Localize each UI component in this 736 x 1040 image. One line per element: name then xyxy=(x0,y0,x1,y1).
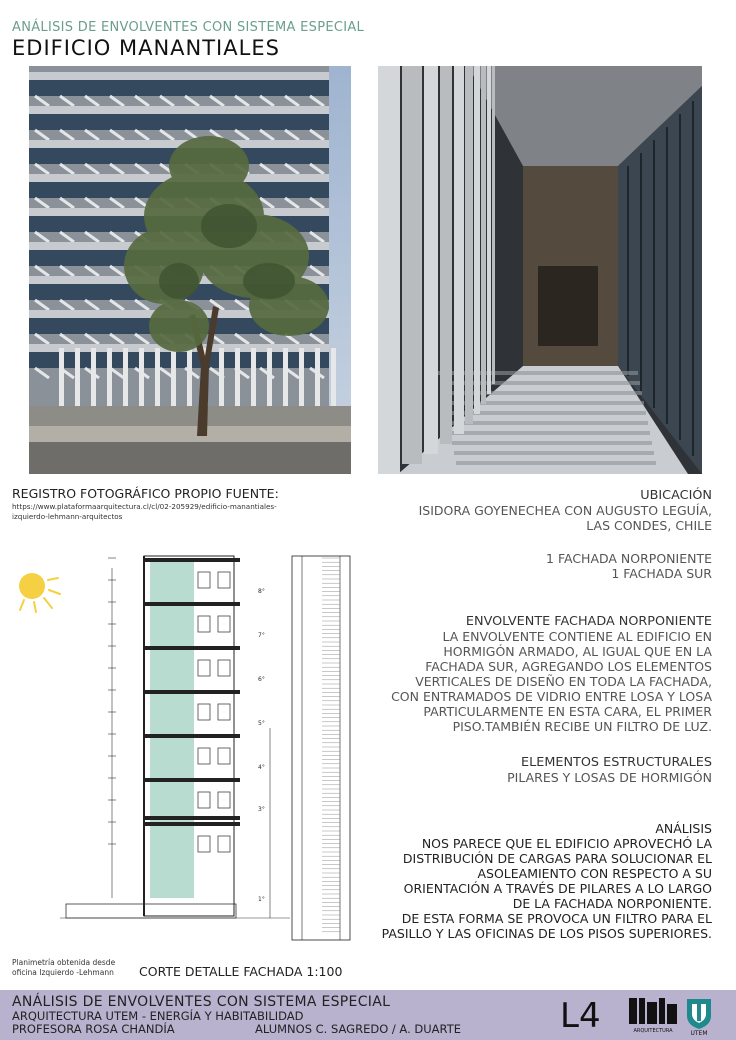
footer-subject: ARQUITECTURA UTEM - ENERGÍA Y HABITABILIDAD xyxy=(12,1009,304,1023)
envolvente-line: LA ENVOLVENTE CONTIENE AL EDIFICIO EN xyxy=(442,629,712,644)
fachada-line-1: 1 FACHADA NORPONIENTE xyxy=(546,551,712,566)
drawing-title-caption: CORTE DETALLE FACHADA 1:100 xyxy=(139,964,343,979)
utem-logo xyxy=(684,996,714,1036)
sheet-code: L4 xyxy=(560,996,601,1036)
floor-label: 3° xyxy=(258,806,265,813)
photo-source-url[interactable]: https://www.plataformaarquitectura.cl/cl/02-205929/edificio-manantiales-izquierdo-lehmann-arquitectos xyxy=(12,502,277,521)
document-kicker: ANÁLISIS DE ENVOLVENTES CON SISTEMA ESPECIAL xyxy=(12,20,365,35)
footer-professor: PROFESORA ROSA CHANDÍA xyxy=(12,1022,175,1036)
floor-label: 8° xyxy=(258,588,265,595)
envolvente-heading: ENVOLVENTE FACHADA NORPONIENTE xyxy=(465,614,712,629)
floor-label: 4° xyxy=(258,764,265,771)
analisis-line: NOS PARECE QUE EL EDIFICIO APROVECHÓ LA xyxy=(421,836,712,851)
utem-logo-text: UTEM xyxy=(690,1030,708,1036)
facade-section-drawing xyxy=(60,548,356,944)
arquitectura-logo-text: ARQUITECTURA xyxy=(633,1028,673,1034)
ubicacion-line-1: ISIDORA GOYENECHEA CON AUGUSTO LEGUÍA, xyxy=(418,503,712,518)
envolvente-line: FACHADA SUR, AGREGANDO LOS ELEMENTOS xyxy=(425,659,712,674)
photo-credit-heading: REGISTRO FOTOGRÁFICO PROPIO FUENTE: xyxy=(12,486,279,501)
analisis-line: DE ESTA FORMA SE PROVOCA UN FILTRO PARA EL xyxy=(401,911,712,926)
fachada-line-2: 1 FACHADA SUR xyxy=(611,566,712,581)
ubicacion-heading: UBICACIÓN xyxy=(640,488,712,503)
analisis-heading: ANÁLISIS xyxy=(655,821,712,836)
ubicacion-line-2: LAS CONDES, CHILE xyxy=(586,518,712,533)
drawing-source-caption: Planimetría obtenida desde oficina Izquierdo -Lehmann xyxy=(12,958,116,977)
analisis-line: PASILLO Y LAS OFICINAS DE LOS PISOS SUPERIORES. xyxy=(381,926,712,941)
floor-label: 7° xyxy=(258,632,265,639)
analisis-line: DISTRIBUCIÓN DE CARGAS PARA SOLUCIONAR EL xyxy=(402,851,712,866)
facade-photo xyxy=(29,66,351,474)
envolvente-line: HORMIGÓN ARMADO, AL IGUAL QUE EN LA xyxy=(443,644,712,659)
floor-label: 1° xyxy=(258,896,265,903)
envolvente-line: PISO.TAMBIÉN RECIBE UN FILTRO DE LUZ. xyxy=(452,719,712,734)
document-title: EDIFICIO MANANTIALES xyxy=(12,36,280,60)
floor-label: 6° xyxy=(258,676,265,683)
analisis-line: ASOLEAMIENTO CON RESPECTO A SU xyxy=(477,866,712,881)
sun-icon xyxy=(14,568,62,616)
estructurales-text: PILARES Y LOSAS DE HORMIGÓN xyxy=(507,770,712,785)
arquitectura-logo xyxy=(627,996,679,1034)
footer-students: ALUMNOS C. SAGREDO / A. DUARTE xyxy=(255,1022,461,1036)
floor-label: 5° xyxy=(258,720,265,727)
envolvente-line: VERTICALES DE DISEÑO EN TODA LA FACHADA, xyxy=(415,674,712,689)
envolvente-line: CON ENTRAMADOS DE VIDRIO ENTRE LOSA Y LOSA xyxy=(391,689,712,704)
estructurales-heading: ELEMENTOS ESTRUCTURALES xyxy=(521,755,712,770)
footer-course-title: ANÁLISIS DE ENVOLVENTES CON SISTEMA ESPECIAL xyxy=(12,994,391,1010)
analisis-line: ORIENTACIÓN A TRAVÉS DE PILARES A LO LARGO xyxy=(403,881,712,896)
analisis-line: DE LA FACHADA NORPONIENTE. xyxy=(512,896,712,911)
corridor-photo xyxy=(378,66,702,474)
envolvente-line: PARTICULARMENTE EN ESTA CARA, EL PRIMER xyxy=(423,704,712,719)
